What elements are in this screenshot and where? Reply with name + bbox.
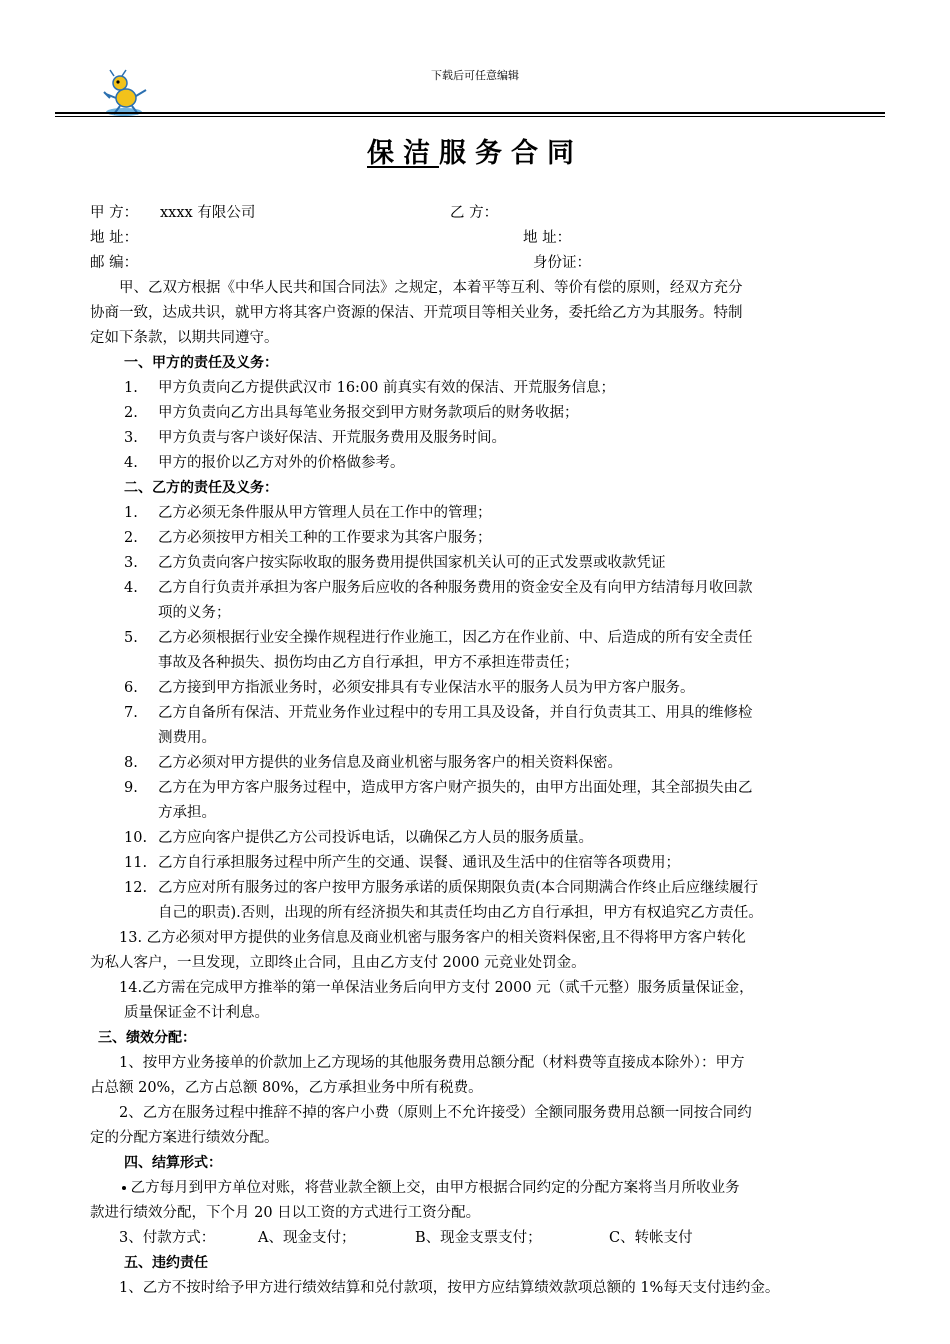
list-item: 7. 乙方自备所有保洁、开荒业务作业过程中的专用工具及设备，并自行负责其工、用具的维修检 [124,705,753,721]
list-item: 2. 甲方负责向乙方出具每笔业务报交到甲方财务款项后的财务收据； [124,405,579,421]
list-item: 4. 甲方的报价以乙方对外的价格做参考。 [124,455,405,471]
bullet-icon [122,1186,126,1190]
title-rest: 服务合同 [439,138,583,169]
header-rule [55,112,885,114]
list-item: 14.乙方需在完成甲方推举的第一单保洁业务后向甲方支付 2000 元（贰千元整）服务质量保证金， [119,980,754,996]
list-item: 11. 乙方自行承担服务过程中所产生的交通、误餐、通讯及生活中的住宿等各项费用； [124,855,680,871]
addr-b-label: 地 址： [523,230,572,246]
list-item-continuation: 为私人客户，一旦发现，立即终止合同，且由乙方支付 2000 元竞业处罚金。 [90,955,586,971]
addr-a-label: 地 址： [90,230,139,246]
paragraph-line: 1、按甲方业务接单的价款加上乙方现场的其他服务费用总额分配（材料费等直接成本除外）：甲方 [119,1055,745,1071]
list-item: 3. 乙方负责向客户按实际收取的服务费用提供国家机关认可的正式发票或收款凭证 [124,555,666,571]
list-item-continuation: 质量保证金不计利息。 [124,1005,269,1021]
contract-body [90,201,865,1301]
section-heading: 五、违约责任 [124,1255,208,1271]
list-item: 5. 乙方必须根据行业安全操作规程进行作业施工，因乙方在作业前、中、后造成的所有安全责任 [124,630,753,646]
list-item: 13. 乙方必须对甲方提供的业务信息及商业机密与服务客户的相关资料保密,且不得将甲方客户转化 [119,930,746,946]
paragraph-line: 1、乙方不按时给予甲方进行绩效结算和兑付款项，按甲方应结算绩效款项总额的 1%每天支付违约金。 [119,1280,780,1296]
idcard-b-label: 身份证： [533,255,591,271]
header-note: 下载后可任意编辑 [431,69,519,82]
party-a-value: xxxx 有限公司 [160,205,256,221]
list-item-continuation: 事故及各种损失、损伤均由乙方自行承担，甲方不承担连带责任； [158,655,579,671]
party-b-label: 乙 方： [450,205,499,221]
payment-label: 3、付款方式： [119,1230,216,1246]
list-item-continuation: 项的义务； [158,605,231,621]
intro-line: 甲、乙双方根据《中华人民共和国合同法》之规定，本着平等互利、等价有偿的原则，经双方充分 [119,280,743,296]
paragraph-line: 占总额 20%，乙方占总额 80%，乙方承担业务中所有税费。 [90,1080,483,1096]
party-row-2 [90,226,865,251]
payment-option-c: C、转帐支付 [609,1230,693,1246]
paragraph-line: 2、乙方在服务过程中推辞不掉的客户小费（原则上不允许接受）全额同服务费用总额一同按合同约 [119,1105,752,1121]
list-item: 1. 乙方必须无条件服从甲方管理人员在工作中的管理； [124,505,492,521]
list-item: 10. 乙方应向客户提供乙方公司投诉电话，以确保乙方人员的服务质量。 [124,830,593,846]
payment-option-b: B、现金支票支付； [415,1230,542,1246]
list-item: 3. 甲方负责与客户谈好保洁、开荒服务费用及服务时间。 [124,430,506,446]
party-a-label: 甲 方： [90,205,139,221]
page-title [0,131,950,170]
section-heading: 四、结算形式： [124,1155,222,1171]
party-row-1 [90,201,865,226]
paragraph-line: 定的分配方案进行绩效分配。 [90,1130,279,1146]
section-heading: 二、乙方的责任及义务： [124,480,278,496]
postcode-a-label: 邮 编： [90,255,139,271]
title-underlined: 保洁 [367,138,439,169]
paragraph-line: 乙方每月到甲方单位对账，将营业款全额上交，由甲方根据合同约定的分配方案将当月所收业务 [90,1176,865,1201]
list-item-continuation: 测费用。 [158,730,216,746]
paragraph-line: 款进行绩效分配，下个月 20 日以工资的方式进行工资分配。 [90,1205,481,1221]
payment-option-a: A、现金支付； [258,1230,356,1246]
list-item: 4. 乙方自行负责并承担为客户服务后应收的各种服务费用的资金安全及有向甲方结清每月收回款 [124,580,753,596]
list-item: 12. 乙方应对所有服务过的客户按甲方服务承诺的质保期限负责(本合同期满合作终止后应继续履行 [124,880,759,896]
intro-line: 协商一致，达成共识，就甲方将其客户资源的保洁、开荒项目等相关业务，委托给乙方为其服务。特制 [90,305,743,321]
payment-row [90,1226,865,1251]
list-item: 2. 乙方必须按甲方相关工种的工作要求为其客户服务； [124,530,492,546]
section-heading: 一、甲方的责任及义务： [124,355,278,371]
list-item: 6. 乙方接到甲方指派业务时，必须安排具有专业保洁水平的服务人员为甲方客户服务。 [124,680,695,696]
list-item: 1. 甲方负责向乙方提供武汉市 16:00 前真实有效的保洁、开荒服务信息； [124,380,616,396]
list-item-continuation: 方承担。 [158,805,216,821]
list-item: 9. 乙方在为甲方客户服务过程中，造成甲方客户财产损失的，由甲方出面处理，其全部损失由乙 [124,780,753,796]
intro-line: 定如下条款，以期共同遵守。 [90,330,279,346]
section-heading: 三、绩效分配： [98,1030,196,1046]
list-item-continuation: 自己的职责).否则，出现的所有经济损失和其责任均由乙方自行承担，甲方有权追究乙方责任。 [158,905,763,921]
party-row-3 [90,251,865,276]
header-rule-thin [55,116,885,117]
list-item: 8. 乙方必须对甲方提供的业务信息及商业机密与服务客户的相关资料保密。 [124,755,622,771]
